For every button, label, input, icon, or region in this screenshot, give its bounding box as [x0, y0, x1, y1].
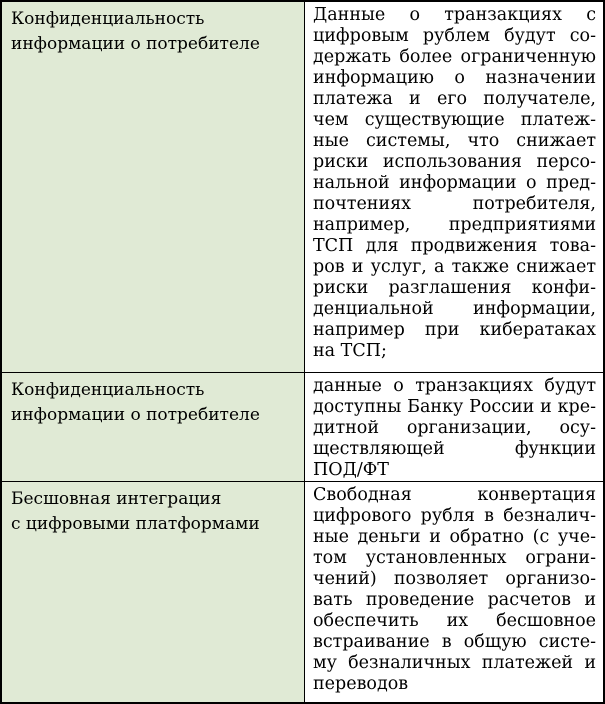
text-line: риски использования персо-	[313, 152, 596, 172]
text-line: платежа и его получателе,	[313, 89, 596, 109]
description-cell	[305, 373, 603, 481]
description-cell	[305, 482, 603, 702]
text-line: переводов	[313, 674, 409, 694]
term-cell	[2, 482, 305, 702]
text-line: ществляющей функции	[313, 439, 596, 459]
term-cell	[2, 373, 305, 481]
text-line: ные системы, что снижает	[313, 131, 596, 151]
text-line: риски разглашения конфи-	[313, 278, 596, 298]
text-line: например при кибератаках	[313, 320, 596, 340]
term-cell	[2, 2, 305, 372]
text-line: чений) позволяет организо-	[313, 569, 596, 589]
text-line: му безналичных платежей и	[313, 653, 596, 673]
text-line: обеспечить их бесшовное	[313, 611, 596, 631]
text-line: ТСП для продвижения това-	[313, 236, 596, 256]
text-line: информации о потребителе	[11, 34, 260, 54]
text-line: дитной организации, осу-	[313, 418, 596, 438]
text-line: доступны Банку России и кре-	[313, 397, 596, 417]
text-line: Данные о транзакциях с	[313, 5, 596, 25]
text-line: Бесшовная интеграция	[11, 489, 222, 509]
text-line: на ТСП;	[313, 341, 387, 361]
table-row	[2, 372, 603, 481]
table-row	[2, 2, 603, 372]
text-line: вать проведение расчетов и	[313, 590, 596, 610]
text-line: денциальной информации,	[313, 299, 596, 319]
text-line: информации о потребителе	[11, 405, 260, 425]
text-line: Конфиденциальность	[11, 9, 205, 29]
text-line: например, предприятиями	[313, 215, 596, 235]
text-line: данные о транзакциях будут	[313, 376, 596, 396]
text-line: цифрового рубля в безналич-	[313, 506, 596, 526]
text-line: Конфиденциальность	[11, 380, 205, 400]
text-line: цифровым рублем будут со-	[313, 26, 596, 46]
text-line: встраивание в общую систе-	[313, 632, 596, 652]
text-line: держать более ограниченную	[313, 47, 596, 67]
description-cell	[305, 2, 603, 372]
text-line: ров и услуг, а также снижает	[313, 257, 596, 277]
text-line: почтениях потребителя,	[313, 194, 596, 214]
table-row	[2, 481, 603, 702]
text-line: ные деньги и обратно (с уче-	[313, 527, 596, 547]
text-line: информацию о назначении	[313, 68, 596, 88]
text-line: Свободная конвертация	[313, 485, 596, 505]
text-line: нальной информации о пред-	[313, 173, 596, 193]
text-line: ПОД/ФТ	[313, 460, 389, 480]
text-line: чем существующие платеж-	[313, 110, 596, 130]
text-line: том установленных ограни-	[313, 548, 596, 568]
text-line: с цифровыми платформами	[11, 514, 260, 534]
